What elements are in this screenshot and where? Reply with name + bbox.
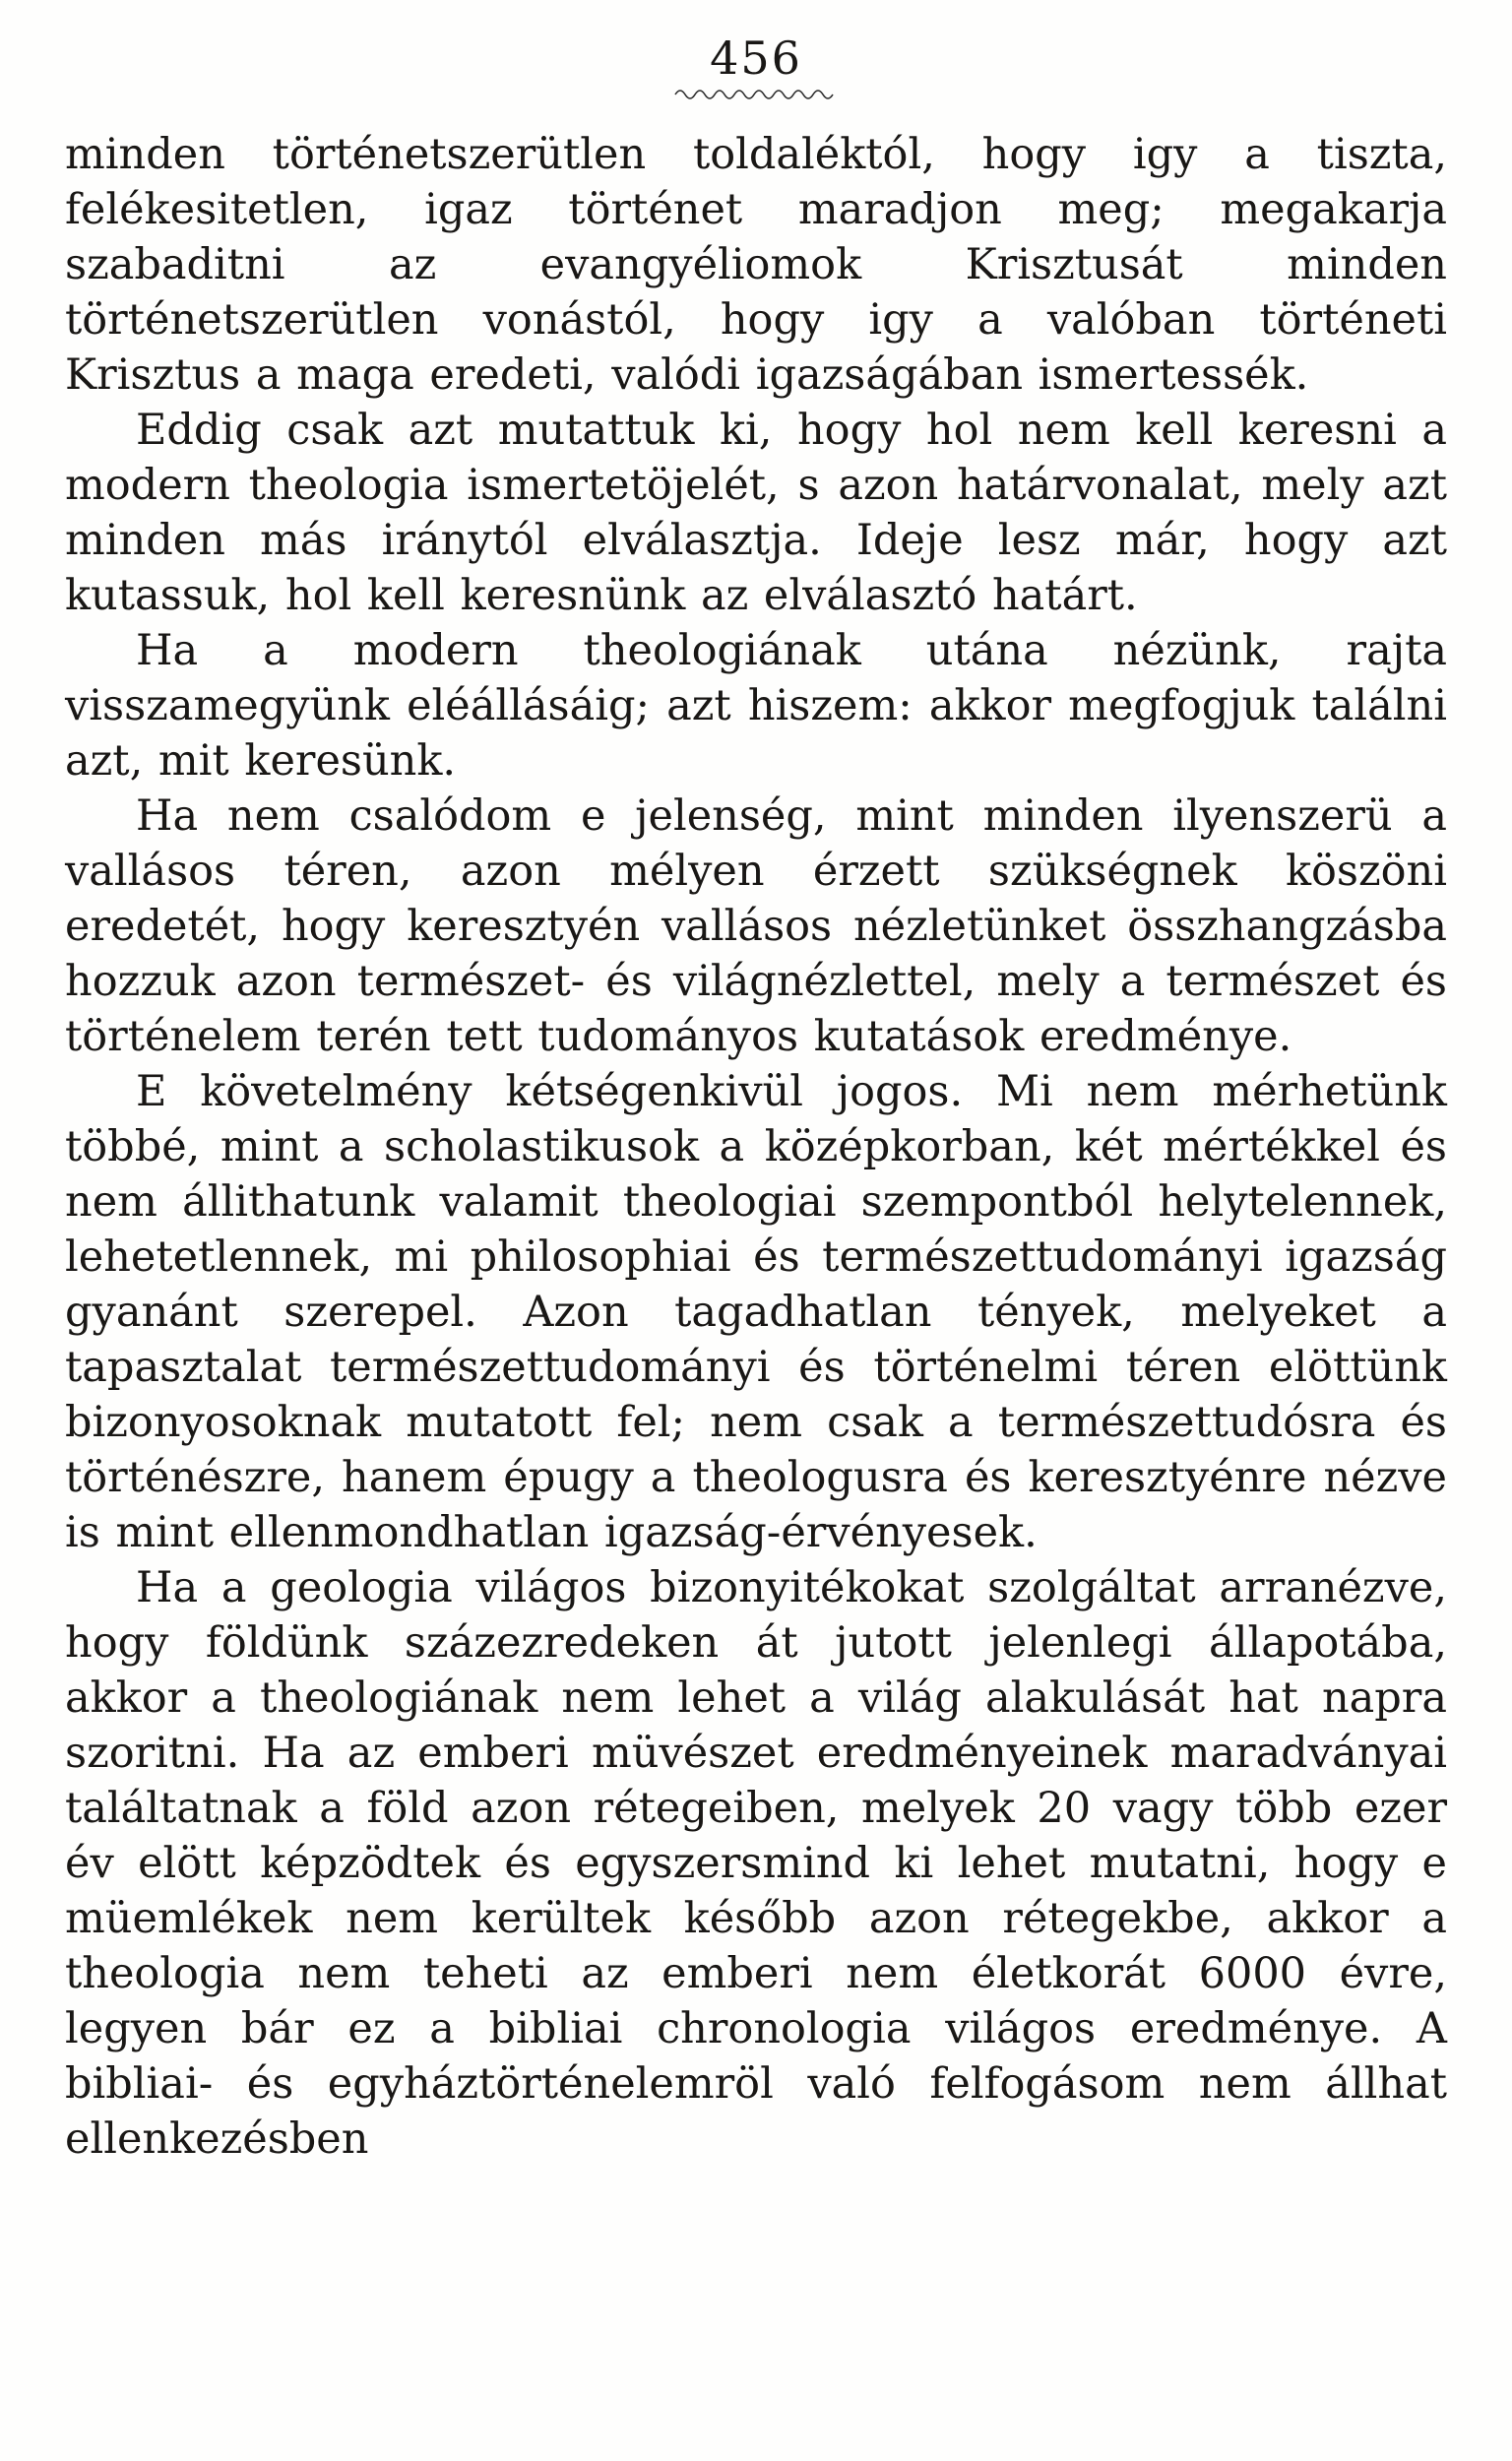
- paragraph: Ha a geologia világos bizonyitékokat szolgáltat arranézve, hogy földünk százezredeken át jutott jelenlegi állapotába, akkor a theologiának nem lehet a világ alakulását hat napra szoritni. Ha az emberi müvészet eredményeinek maradványai találtatnak a föld azon rétegeiben, melyek 20 vagy több ezer év elött képzödtek és egyszersmind ki lehet mutatni, hogy e müemlékek nem kerültek később azon rétegekbe, akkor a theologia nem teheti az emberi nem életkorát 6000 évre, legyen bár ez a bibliai chronologia világos eredménye. A bibliai- és egyháztörténelemröl való felfogásom nem állhat ellenkezésben: [65, 1562, 1447, 2164]
- page-number: 456: [710, 32, 802, 85]
- page-header: [65, 33, 1447, 101]
- paragraph: Ha nem csalódom e jelenség, mint minden ilyenszerü a vallásos téren, azon mélyen érzett szükségnek köszöni eredetét, hogy keresztyén vallásos nézletünket összhangzásba hozzuk azon természet- és világnézlettel, mely a természet és történelem terén tett tudományos kutatások eredménye.: [65, 790, 1447, 1061]
- page-body: [65, 127, 1447, 2167]
- paragraph: minden történetszerütlen toldaléktól, hogy igy a tiszta, felékesitetlen, igaz történet maradjon meg; megakarja szabaditni az evangyéliomok Krisztusát minden történetszerütlen vonástól, hogy igy a valóban történeti Krisztus a maga eredeti, valódi igazságában ismertessék.: [65, 129, 1447, 400]
- paragraph: Eddig csak azt mutattuk ki, hogy hol nem kell keresni a modern theologia ismertetöjelét, s azon határvonalat, mely azt minden más iránytól elválasztja. Ideje lesz már, hogy azt kutassuk, hol kell keresnünk az elválasztó határt.: [65, 405, 1447, 620]
- page-number-underline-decoration: [673, 86, 839, 101]
- paragraph: E követelmény kétségenkivül jogos. Mi nem mérhetünk többé, mint a scholastikusok a középkorban, két mértékkel és nem állithatunk valamit theologiai szempontból helytelennek, lehetetlennek, mi philosophiai és természettudományi igazság gyanánt szerepel. Azon tagadhatlan tények, melyeket a tapasztalat természettudományi és történelmi téren elöttünk bizonyosoknak mutatott fel; nem csak a természettudósra és történészre, hanem épugy a theologusra és keresztyénre nézve is mint ellenmondhatlan igazság-érvényesek.: [65, 1066, 1447, 1557]
- paragraph: Ha a modern theologiának utána nézünk, rajta visszamegyünk eléállásáig; azt hiszem: akkor megfogjuk találni azt, mit keresünk.: [65, 625, 1447, 786]
